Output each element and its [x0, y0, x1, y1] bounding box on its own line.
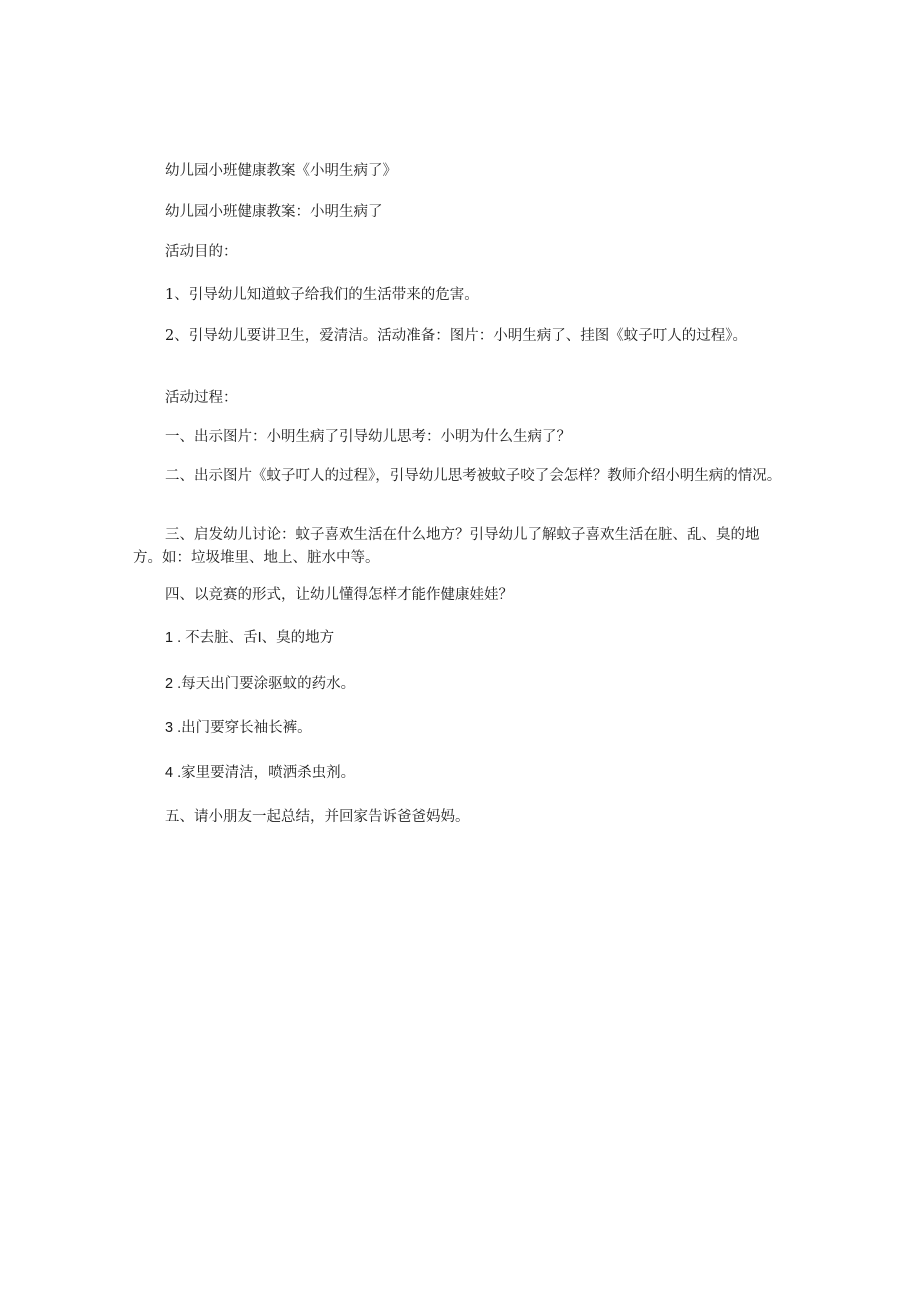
- goal-1: 1、引导幼儿知道蚊子给我们的生活带来的危害。: [165, 287, 479, 303]
- goal-2: 2、引导幼儿要讲卫生，爱清洁。活动准备：图片：小明生病了、挂图《蚊子叮人的过程》。: [165, 328, 747, 344]
- step-3: 三、启发幼儿讨论：蚊子喜欢生活在什么地方？引导幼儿了解蚊子喜欢生活在脏、乱、臭的地方。如：垃圾堆里、地上、脏水中等。: [133, 527, 760, 566]
- step-5: 五、请小朋友一起总结，并回家告诉爸爸妈妈。: [165, 809, 470, 825]
- rule-3: 3 .出门要穿长袖长裤。: [165, 720, 312, 736]
- rule-1: 1 . 不去脏、舌I、臭的地方: [165, 630, 335, 646]
- process-heading: 活动过程：: [165, 390, 238, 406]
- rule-4: 4 .家里要清洁，喷洒杀虫剂。: [165, 765, 356, 781]
- goals-heading: 活动目的：: [165, 244, 238, 260]
- document-title: 幼儿园小班健康教案《小明生病了》: [165, 163, 397, 179]
- step-2: 二、出示图片《蚊子叮人的过程》，引导幼儿思考被蚊子咬了会怎样？教师介绍小明生病的情况。: [165, 468, 782, 484]
- rule-2: 2 .每天出门要涂驱蚊的药水。: [165, 676, 356, 692]
- step-4: 四、以竞赛的形式，让幼儿懂得怎样才能作健康娃娃？: [165, 587, 513, 603]
- step-1: 一、出示图片：小明生病了引导幼儿思考：小明为什么生病了？: [165, 429, 571, 445]
- document-subtitle: 幼儿园小班健康教案：小明生病了: [165, 204, 383, 220]
